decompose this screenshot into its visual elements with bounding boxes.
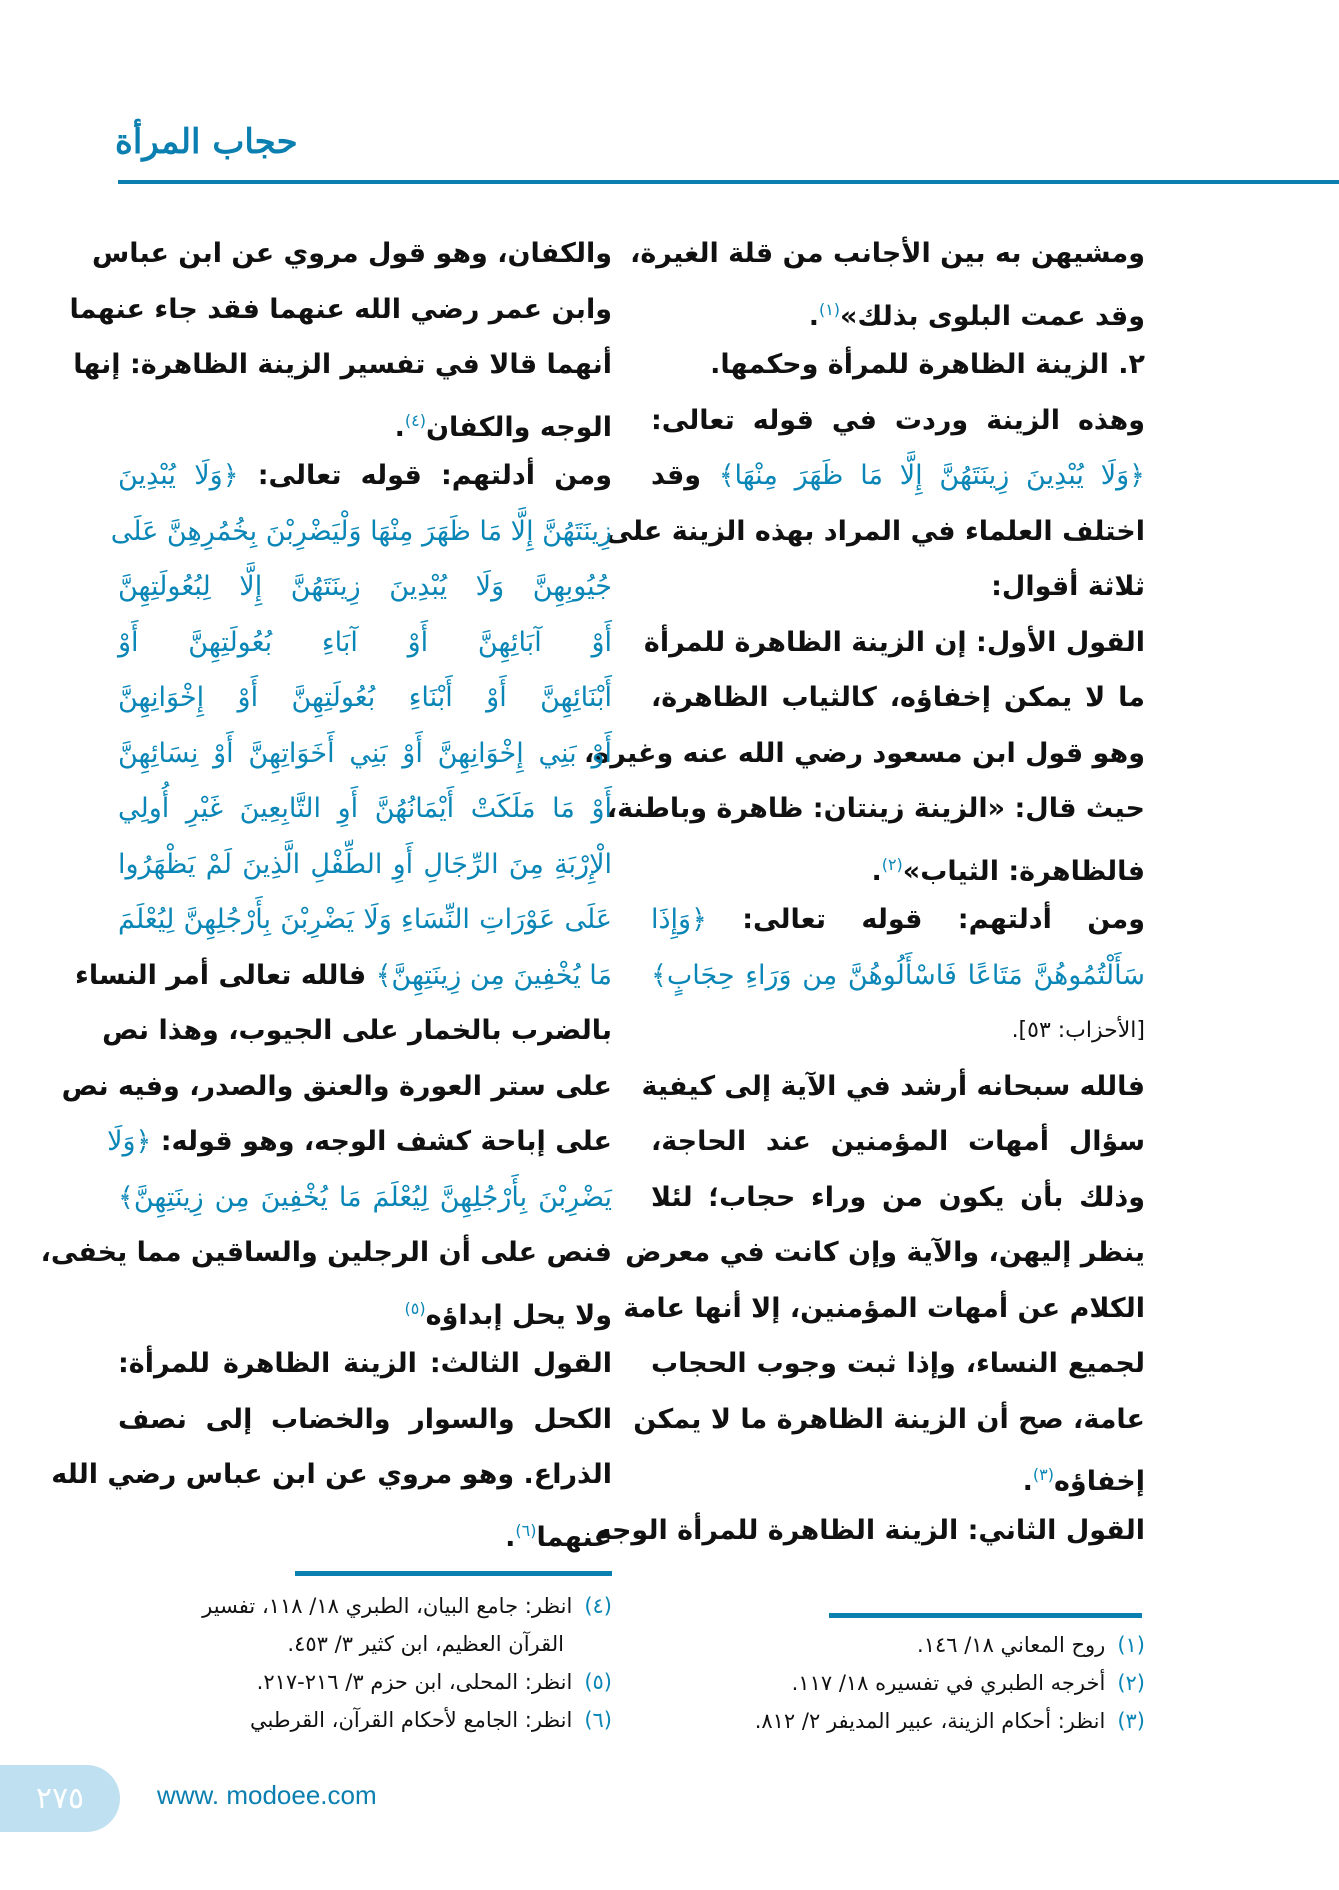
text-line	[651, 337, 1145, 393]
text-line	[625, 1225, 1145, 1281]
text-segment: سؤال أمهات المؤمنين عند الحاجة،	[651, 1126, 1145, 1157]
quran-verse: ﴿وَلَا	[107, 1126, 152, 1157]
text-line	[606, 781, 1145, 837]
text-segment: أنهما قالا في تفسير الزينة الظاهرة: إنها	[73, 349, 612, 380]
text-line	[73, 337, 612, 393]
text-line	[641, 1059, 1145, 1115]
text-line	[118, 670, 612, 726]
text-segment: [الأحزاب: ٥٣].	[1011, 1018, 1145, 1043]
text-line	[118, 615, 612, 671]
text-segment: القول الثالث: الزينة الظاهرة للمرأة:	[118, 1348, 612, 1379]
text-segment: اختلف العلماء في المراد بهذه الزينة على	[605, 515, 1145, 547]
text-segment: على إباحة كشف الوجه، وهو قوله:	[151, 1126, 612, 1157]
footnotes-right	[651, 1626, 1145, 1740]
footnote-number: (٣)	[1117, 1709, 1145, 1733]
footnote-ref[interactable]: (٥)	[404, 1298, 426, 1318]
text-line	[118, 781, 612, 837]
text-line	[75, 948, 612, 1004]
text-segment: والكفان، وهو قول مروي عن ابن عباس	[92, 238, 612, 269]
text-line	[651, 393, 1145, 449]
quran-verse: أَبْنَائِهِنَّ أَوْ أَبْنَاءِ بُعُولَتِهِنَّ أَوْ إِخْوَانِهِنَّ	[118, 682, 612, 713]
text-segment: وذلك بأن يكون من وراء حجاب؛ لئلا	[651, 1181, 1145, 1213]
footnote-ref[interactable]: (٤)	[404, 410, 426, 430]
text-segment: ومن أدلتهم: قوله تعالى:	[238, 460, 612, 491]
text-line	[651, 892, 1145, 948]
text-line	[118, 559, 612, 615]
text-segment: فالله سبحانه أرشد في الآية إلى كيفية	[641, 1070, 1145, 1102]
text-line	[118, 1503, 612, 1559]
book-title-logo: حجاب المرأة	[115, 122, 298, 162]
quran-verse: الْإِرْبَةِ مِنَ الرِّجَالِ أَوِ الطِّفْلِ الَّذِينَ لَمْ يَظْهَرُوا	[118, 848, 612, 880]
text-line	[651, 282, 1145, 338]
text-line	[643, 615, 1145, 671]
header-rule	[118, 180, 1339, 184]
text-line	[69, 282, 612, 338]
footnotes-left	[118, 1587, 612, 1739]
text-line	[651, 1170, 1145, 1226]
text-segment: فالله تعالى أمر النساء	[75, 959, 376, 991]
footnote-number: (١)	[1117, 1633, 1145, 1657]
text-line	[651, 448, 1145, 504]
footnote-number: (٢)	[1117, 1671, 1145, 1695]
text-line	[118, 393, 612, 449]
text-line	[118, 1170, 612, 1226]
text-segment: ثلاثة أقوال:	[991, 571, 1145, 602]
quran-verse: عَلَى عَوْرَاتِ النِّسَاءِ وَلَا يَضْرِبْنَ بِأَرْجُلِهِنَّ لِيُعْلَمَ	[118, 904, 612, 935]
text-segment: وقد	[651, 460, 719, 491]
footnote-ref[interactable]: (٣)	[1032, 1465, 1054, 1484]
text-line	[651, 948, 1145, 1004]
text-line	[584, 726, 1145, 782]
text-segment: .	[394, 411, 405, 443]
text-line	[107, 1114, 612, 1170]
text-line	[51, 1447, 612, 1503]
text-segment: بالضرب بالخمار على الجيوب، وهذا نص	[102, 1015, 612, 1046]
footnote	[651, 1626, 1145, 1664]
text-segment: ينظر إليهن، والآية وإن كانت في معرض	[625, 1237, 1145, 1268]
quran-verse: مَا يُخْفِينَ مِن زِينَتِهِنَّ﴾	[375, 959, 612, 991]
footnote	[651, 1702, 1145, 1740]
footnote-text: روح المعاني ١٨/ ١٤٦.	[917, 1633, 1106, 1657]
left-text-column	[40, 226, 612, 1558]
quran-verse: زِينَتَهُنَّ إِلَّا مَا ظَهَرَ مِنْهَا وَلْيَضْرِبْنَ بِخُمُرِهِنَّ عَلَى	[110, 515, 612, 547]
text-line	[118, 837, 612, 893]
text-line	[92, 226, 612, 282]
footnote-number: (٦)	[584, 1708, 612, 1732]
text-line	[630, 226, 1145, 282]
text-segment: ولا يحل إبداؤه	[425, 1299, 612, 1331]
footnote	[118, 1587, 612, 1625]
footnote-text: انظر: المحلى، ابن حزم ٣/ ٢١٦-٢١٧.	[256, 1670, 573, 1694]
text-segment: ٢. الزينة الظاهرة للمرأة وحكمها.	[710, 349, 1145, 380]
footnote-number: (٤)	[584, 1594, 612, 1618]
text-segment: الوجه والكفان	[425, 411, 612, 443]
text-segment: الذراع. وهو مروي عن ابن عباس رضي الله	[51, 1459, 612, 1490]
text-segment: القول الأول: إن الزينة الظاهرة للمرأة	[643, 626, 1145, 658]
quran-verse: جُيُوبِهِنَّ وَلَا يُبْدِينَ زِينَتَهُنَّ إِلَّا لِبُعُولَتِهِنَّ	[118, 571, 612, 602]
text-line	[118, 448, 612, 504]
quran-verse: أَوْ بَنِي إِخْوَانِهِنَّ أَوْ بَنِي أَخَوَاتِهِنَّ أَوْ نِسَائِهِنَّ	[118, 737, 612, 769]
quran-verse: يَضْرِبْنَ بِأَرْجُلِهِنَّ لِيُعْلَمَ مَا يُخْفِينَ مِن زِينَتِهِنَّ﴾	[118, 1181, 612, 1213]
footnote-text: انظر: أحكام الزينة، عبير المديفر ٢/ ٨١٢.	[754, 1709, 1106, 1733]
text-line	[651, 1114, 1145, 1170]
text-line	[651, 559, 1145, 615]
text-line	[40, 1225, 612, 1281]
text-segment: .	[808, 300, 819, 332]
quran-verse: ﴿وَإِذَا	[651, 904, 707, 935]
quran-verse: ﴿وَلَا يُبْدِينَ زِينَتَهُنَّ إِلَّا مَا ظَهَرَ مِنْهَا﴾	[718, 460, 1145, 491]
right-text-column	[584, 226, 1145, 1558]
text-segment: ما لا يمكن إخفاؤه، كالثياب الظاهرة،	[651, 682, 1145, 713]
quran-verse: أَوْ مَا مَلَكَتْ أَيْمَانُهُنَّ أَوِ التَّابِعِينَ غَيْرِ أُولِي	[118, 793, 612, 824]
text-segment: إخفاؤه	[1053, 1466, 1145, 1497]
text-segment: الكحل والسوار والخضاب إلى نصف	[118, 1403, 612, 1435]
footnote-number: (٥)	[584, 1670, 612, 1694]
footnote-ref[interactable]: (١)	[818, 299, 841, 319]
text-segment: .	[505, 1521, 516, 1553]
footnote-text: القرآن العظيم، ابن كثير ٣/ ٤٥٣.	[287, 1632, 564, 1656]
text-segment: فنص على أن الرجلين والساقين مما يخفى،	[40, 1237, 612, 1268]
page-number: ٢٧٥	[0, 1765, 120, 1832]
text-line	[651, 670, 1145, 726]
footnote-text: أخرجه الطبري في تفسيره ١٨/ ١١٧.	[791, 1671, 1106, 1695]
text-line	[118, 1392, 612, 1448]
footnote	[651, 1664, 1145, 1702]
text-line	[605, 504, 1145, 560]
text-line	[118, 892, 612, 948]
text-line	[633, 1392, 1145, 1448]
footnote	[118, 1625, 612, 1663]
footnote-rule-left	[295, 1571, 612, 1576]
footnote	[118, 1663, 612, 1701]
text-line	[110, 504, 612, 560]
text-segment: القول الثاني: الزينة الظاهرة للمرأة الوجه	[595, 1514, 1145, 1546]
text-segment: ومشيهن به بين الأجانب من قلة الغيرة،	[630, 238, 1145, 269]
footnote-rule-right	[829, 1613, 1142, 1618]
text-line	[651, 837, 1145, 893]
text-segment: .	[1022, 1466, 1033, 1497]
text-segment: وهو قول ابن مسعود رضي الله عنه وغيره،	[584, 737, 1145, 769]
text-segment: على ستر العورة والعنق والصدر، وفيه نص	[61, 1070, 612, 1102]
quran-verse: أَوْ آبَائِهِنَّ أَوْ آبَاءِ بُعُولَتِهِنَّ أَوْ	[118, 626, 612, 658]
footnote	[118, 1701, 612, 1739]
quran-verse: سَأَلْتُمُوهُنَّ مَتَاعًا فَاسْأَلُوهُنَّ مِن وَرَاءِ حِجَابٍ﴾	[651, 959, 1145, 991]
footnote-text: انظر: جامع البيان، الطبري ١٨/ ١١٨، تفسير	[202, 1594, 573, 1618]
footnote-text: انظر: الجامع لأحكام القرآن، القرطبي	[250, 1708, 573, 1732]
text-line	[118, 1281, 612, 1337]
website-link[interactable]: www. modoee.com	[157, 1780, 377, 1810]
quran-verse: ﴿وَلَا يُبْدِينَ	[118, 460, 239, 491]
text-line	[61, 1059, 612, 1115]
footnote-ref[interactable]: (٦)	[515, 1520, 537, 1540]
text-line	[651, 1003, 1145, 1059]
text-line	[651, 1447, 1145, 1503]
text-segment: ومن أدلتهم: قوله تعالى:	[706, 904, 1145, 935]
text-line	[118, 1336, 612, 1392]
text-segment: الكلام عن أمهات المؤمنين، إلا أنها عامة	[623, 1292, 1145, 1324]
text-line	[118, 726, 612, 782]
text-segment: عامة، صح أن الزينة الظاهرة ما لا يمكن	[633, 1403, 1145, 1435]
text-segment: .	[871, 855, 882, 887]
text-segment: وهذه الزينة وردت في قوله تعالى:	[651, 404, 1145, 436]
text-line	[623, 1281, 1145, 1337]
text-segment: حيث قال: «الزينة زينتان: ظاهرة وباطنة،	[606, 793, 1145, 824]
text-segment: عنهما	[536, 1521, 612, 1553]
text-segment: فالظاهرة: الثياب»	[902, 855, 1145, 887]
text-line	[102, 1003, 612, 1059]
text-line	[651, 1336, 1145, 1392]
text-line	[595, 1503, 1145, 1559]
text-segment: لجميع النساء، وإذا ثبت وجوب الحجاب	[651, 1348, 1145, 1379]
footnote-ref[interactable]: (٢)	[881, 854, 903, 874]
text-segment: وابن عمر رضي الله عنهما فقد جاء عنهما	[69, 293, 612, 325]
text-segment: وقد عمت البلوى بذلك»	[840, 300, 1145, 332]
